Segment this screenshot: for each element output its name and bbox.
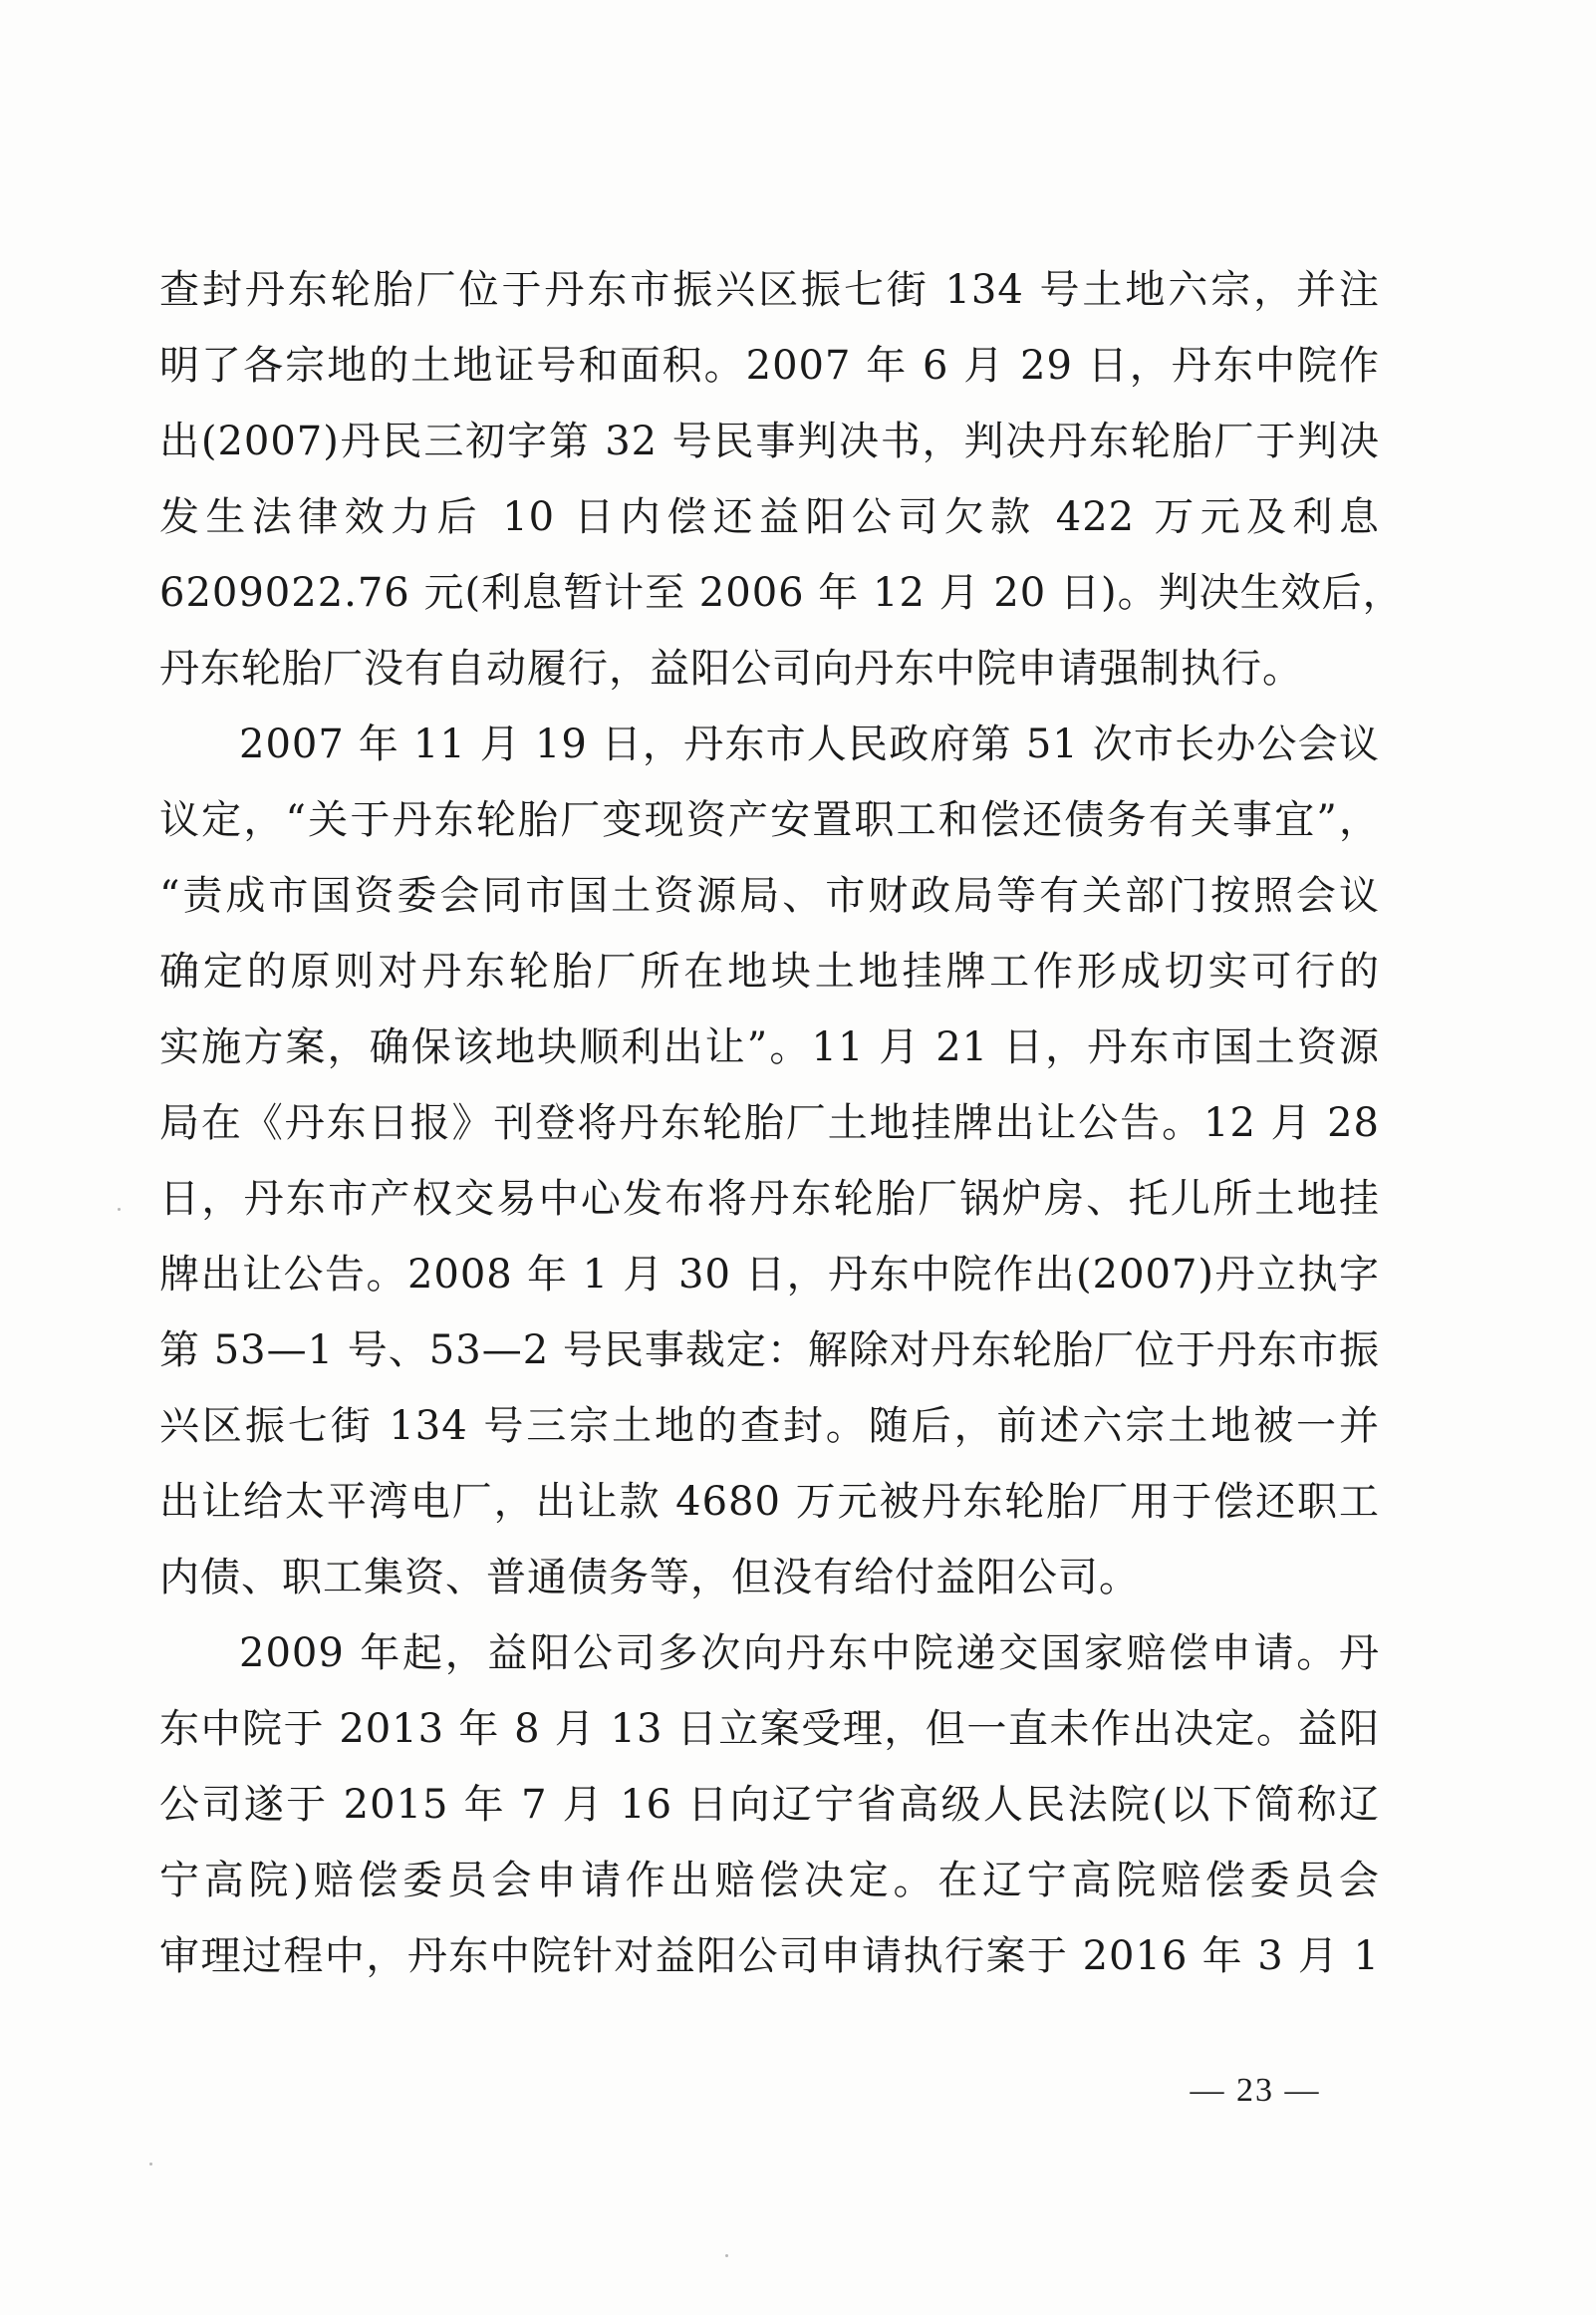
text-line: 牌出让公告。2008 年 1 月 30 日，丹东中院作出(2007)丹立执字	[159, 1252, 1380, 1298]
text-line: 实施方案，确保该地块顺利出让”。11 月 21 日，丹东市国土资源	[159, 1024, 1380, 1070]
text-line: 局在《丹东日报》刊登将丹东轮胎厂土地挂牌出让公告。12 月 28	[159, 1100, 1380, 1146]
text-line: 出让给太平湾电厂，出让款 4680 万元被丹东轮胎厂用于偿还职工	[159, 1479, 1380, 1525]
text-line: 6209022.76 元(利息暂计至 2006 年 12 月 20 日)。判决生效后，	[159, 570, 1404, 616]
text-line: 明了各宗地的土地证号和面积。2007 年 6 月 29 日，丹东中院作	[159, 343, 1380, 389]
text-line: 发生法律效力后 10 日内偿还益阳公司欠款 422 万元及利息	[159, 494, 1380, 540]
text-line: 公司遂于 2015 年 7 月 16 日向辽宁省高级人民法院(以下简称辽	[159, 1782, 1380, 1828]
body-text	[159, 252, 1404, 1994]
text-line: “责成市国资委会同市国土资源局、市财政局等有关部门按照会议	[159, 873, 1380, 919]
text-line: 兴区振七街 134 号三宗土地的查封。随后，前述六宗土地被一并	[159, 1403, 1380, 1449]
scan-speck	[118, 1208, 121, 1211]
text-line: 2009 年起，益阳公司多次向丹东中院递交国家赔偿申请。丹	[239, 1630, 1380, 1676]
text-line: 确定的原则对丹东轮胎厂所在地块土地挂牌工作形成切实可行的	[159, 949, 1380, 995]
text-line: 出(2007)丹民三初字第 32 号民事判决书，判决丹东轮胎厂于判决	[159, 419, 1380, 464]
text-line: 东中院于 2013 年 8 月 13 日立案受理，但一直未作出决定。益阳	[159, 1706, 1380, 1752]
text-line: 审理过程中，丹东中院针对益阳公司申请执行案于 2016 年 3 月 1	[159, 1933, 1380, 1979]
text-line: 日，丹东市产权交易中心发布将丹东轮胎厂锅炉房、托儿所土地挂	[159, 1176, 1380, 1222]
text-line: 宁高院)赔偿委员会申请作出赔偿决定。在辽宁高院赔偿委员会	[159, 1858, 1380, 1903]
text-line: 内债、职工集资、普通债务等，但没有给付益阳公司。	[159, 1555, 1140, 1600]
page-number: — 23 —	[1190, 2072, 1321, 2109]
text-line: 查封丹东轮胎厂位于丹东市振兴区振七街 134 号土地六宗，并注	[159, 267, 1380, 313]
text-line: 2007 年 11 月 19 日，丹东市人民政府第 51 次市长办公会议	[239, 722, 1380, 767]
text-line: 第 53—1 号、53—2 号民事裁定：解除对丹东轮胎厂位于丹东市振	[159, 1327, 1380, 1373]
scan-speck	[725, 2254, 728, 2257]
scan-speck	[149, 2163, 152, 2166]
text-line: 丹东轮胎厂没有自动履行，益阳公司向丹东中院申请强制执行。	[159, 646, 1303, 692]
text-line: 议定，“关于丹东轮胎厂变现资产安置职工和偿还债务有关事宜”，	[159, 797, 1380, 843]
